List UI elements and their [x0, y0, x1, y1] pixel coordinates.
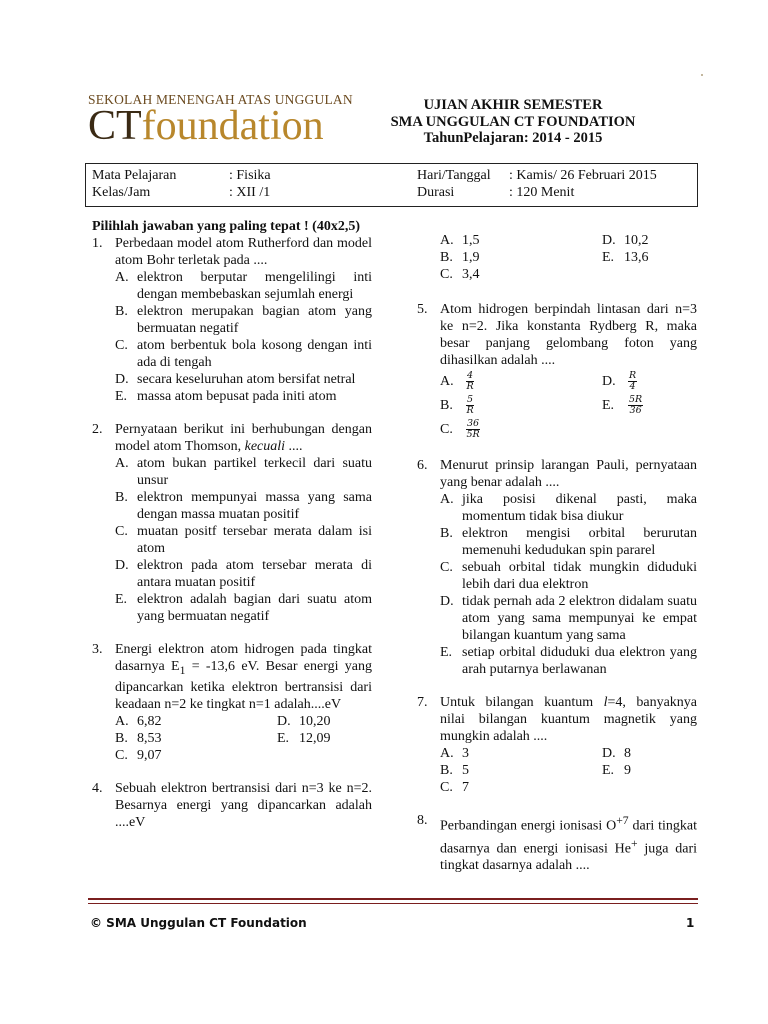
numerator: 5R — [629, 393, 643, 405]
option-text: elektron mengisi orbital berurutan memenuhi kedudukan spin pararel — [462, 526, 697, 558]
question-stem — [440, 694, 697, 745]
denominator: R — [466, 380, 474, 392]
option-b[interactable] — [115, 303, 372, 337]
option-text: 6,82 — [137, 713, 162, 729]
option-letter: C. — [440, 267, 453, 282]
option-letter: D. — [277, 713, 291, 729]
stem-text-end: juga dari tingkat dasarnya adalah .... — [440, 841, 697, 874]
option-b[interactable] — [440, 762, 602, 779]
option-letter: A. — [440, 373, 454, 389]
question-stem — [115, 641, 372, 713]
question-stem: Atom hidrogen berpindah lintasan dari n=3 ke n=2. Jika konstanta Rydberg R, maka besar panjang gelombang foton yang dihasilkan adalah .... — [440, 302, 697, 368]
question-stem — [115, 421, 372, 455]
stem-text-mid: dari tingkat dasarnya dan energi ionisasi He — [440, 818, 697, 857]
question-1 — [92, 235, 372, 405]
option-text: elektron adalah bagian dari suatu atom yang bermuatan negatif — [137, 592, 372, 624]
option-text: 10,20 — [299, 713, 331, 729]
title-line-2: SMA UNGGULAN CT FOUNDATION — [390, 113, 636, 130]
question-stem: Sebuah elektron bertransisi dari n=3 ke n=2. Besarnya energi yang dipancarkan adalah ....eV — [115, 780, 372, 830]
option-letter: C. — [440, 421, 453, 437]
option-letter: B. — [115, 730, 128, 746]
option-letter: E. — [115, 389, 128, 404]
option-text: 3,4 — [462, 267, 480, 282]
option-c[interactable] — [115, 337, 372, 371]
option-letter: E. — [602, 397, 615, 413]
option-d[interactable] — [602, 369, 697, 393]
class-label: Kelas/Jam — [92, 185, 151, 200]
stem-subscript: 1 — [179, 663, 186, 677]
exam-title — [380, 97, 646, 147]
option-a[interactable] — [440, 232, 602, 249]
fraction — [466, 419, 480, 440]
option-letter: B. — [440, 526, 453, 541]
option-letter: B. — [440, 763, 453, 778]
option-letter: E. — [115, 592, 128, 607]
question-stem — [440, 812, 697, 874]
option-b[interactable] — [440, 249, 602, 266]
option-letter: D. — [602, 746, 616, 761]
option-letter: D. — [440, 594, 454, 609]
question-3 — [92, 641, 372, 764]
stray-mark — [701, 74, 703, 76]
option-text: atom bukan partikel terkecil dari suatu unsur — [137, 456, 372, 488]
duration-label: Durasi — [417, 185, 455, 200]
option-a[interactable] — [440, 745, 602, 762]
option-c[interactable] — [440, 417, 602, 441]
stem-emphasis: kecuali — [244, 439, 286, 454]
subject-label: Mata Pelajaran — [92, 168, 177, 183]
option-c[interactable] — [440, 559, 697, 593]
option-a[interactable] — [440, 369, 602, 393]
stem-text: Untuk bilangan kuantum — [440, 695, 604, 710]
stem-superscript-2: + — [630, 836, 638, 850]
denominator: 36 — [629, 404, 642, 416]
option-c[interactable] — [440, 266, 602, 283]
question-4-options — [417, 232, 697, 283]
duration-value: : 120 Menit — [509, 185, 575, 200]
denominator: 5R — [466, 428, 480, 440]
option-text: tidak pernah ada 2 elektron didalam suatu atom yang sama mempunyai ke empat bilangan kuantum yang sama — [462, 594, 697, 643]
option-text: 8 — [624, 746, 631, 761]
option-text: sebuah orbital tidak mungkin diduduki lebih dari dua elektron — [462, 560, 697, 592]
option-d[interactable] — [440, 593, 697, 644]
option-e[interactable] — [277, 730, 372, 747]
option-letter: E. — [602, 250, 615, 265]
option-c[interactable] — [440, 779, 602, 796]
footer-rule-thin — [88, 903, 698, 904]
page-number: 1 — [686, 916, 695, 930]
footer-copyright: © SMA Unggulan CT Foundation — [90, 916, 307, 930]
option-letter: C. — [440, 780, 453, 795]
logo-wordmark — [88, 104, 328, 148]
instruction: Pilihlah jawaban yang paling tepat ! (40x2,5) — [92, 219, 360, 234]
question-8 — [417, 812, 697, 874]
option-grid — [440, 232, 697, 283]
option-a[interactable] — [440, 491, 697, 525]
option-d[interactable] — [115, 557, 372, 591]
option-letter: D. — [115, 372, 129, 387]
option-text: 3 — [462, 746, 469, 761]
numerator: 5 — [467, 393, 474, 405]
fraction — [628, 371, 637, 392]
school-logo — [88, 92, 353, 149]
option-text: 1,5 — [462, 233, 480, 248]
option-text: jika posisi dikenal pasti, maka momentum tidak bisa diukur — [462, 492, 697, 524]
subject-value: : Fisika — [229, 168, 271, 183]
question-2 — [92, 421, 372, 625]
fraction — [466, 395, 474, 416]
question-number: 3. — [92, 642, 103, 657]
stem-emphasis: l — [603, 695, 608, 710]
stem-text: Energi elektron atom hidrogen pada tingkat dasarnya E — [115, 642, 372, 674]
option-a[interactable] — [115, 713, 277, 730]
option-letter: A. — [440, 233, 454, 248]
question-number: 6. — [417, 458, 428, 473]
option-letter: C. — [115, 524, 128, 539]
option-text: 10,2 — [624, 233, 649, 248]
stem-text-end: =4, banyaknya nilai bilangan kuantum magnetik yang mungkin adalah .... — [440, 695, 698, 744]
numerator: R — [629, 369, 637, 381]
option-e[interactable] — [115, 591, 372, 625]
option-c[interactable] — [115, 747, 277, 764]
option-e[interactable] — [115, 388, 372, 405]
option-b[interactable] — [440, 393, 602, 417]
date-value: : Kamis/ 26 Februari 2015 — [509, 168, 657, 183]
option-letter: C. — [115, 338, 128, 353]
option-letter: A. — [115, 270, 129, 285]
option-text: elektron merupakan bagian atom yang bermuatan negatif — [137, 304, 372, 336]
option-letter: E. — [602, 763, 615, 778]
option-text: 8,53 — [137, 730, 162, 746]
option-text: 12,09 — [299, 730, 331, 746]
fraction — [466, 371, 474, 392]
date-label: Hari/Tanggal — [417, 168, 491, 183]
option-e[interactable] — [602, 762, 697, 779]
option-text: secara keseluruhan atom bersifat netral — [137, 372, 356, 387]
option-text: elektron pada atom tersebar merata di antara muatan positif — [137, 558, 372, 590]
question-stem: Menurut prinsip larangan Pauli, pernyataan yang benar adalah .... — [440, 458, 697, 490]
option-a[interactable] — [115, 455, 372, 489]
right-column — [417, 232, 697, 890]
numerator: 36 — [467, 417, 480, 429]
class-value: : XII /1 — [229, 185, 271, 200]
option-e[interactable] — [602, 393, 697, 417]
option-letter: B. — [440, 250, 453, 265]
option-d[interactable] — [115, 371, 372, 388]
option-letter: A. — [115, 713, 129, 729]
exam-info-box — [85, 163, 698, 207]
fraction — [628, 395, 643, 416]
question-number: 7. — [417, 695, 428, 710]
option-text: 7 — [462, 780, 469, 795]
option-letter: D. — [115, 558, 129, 573]
option-letter: A. — [440, 746, 454, 761]
option-letter: D. — [602, 373, 616, 389]
option-e[interactable] — [602, 249, 697, 266]
denominator: 4 — [629, 380, 636, 392]
question-number: 5. — [417, 302, 428, 317]
option-text: 5 — [462, 763, 469, 778]
option-letter: B. — [115, 490, 128, 505]
stem-text-end: .... — [285, 439, 303, 454]
option-letter: C. — [440, 560, 453, 575]
option-text: muatan positf tersebar merata dalam isi atom — [137, 524, 372, 556]
question-number: 4. — [92, 780, 103, 796]
question-5 — [417, 301, 697, 441]
title-line-1: UJIAN AKHIR SEMESTER — [423, 97, 603, 113]
option-grid — [440, 745, 697, 796]
stem-text: Pernyataan berikut ini berhubungan dengan model atom Thomson, — [115, 422, 372, 454]
option-text: atom berbentuk bola kosong dengan inti ada di tengah — [137, 338, 372, 370]
logo-foundation: foundation — [141, 103, 324, 149]
stem-text: Perbandingan energi ionisasi O — [440, 818, 617, 834]
option-letter: B. — [440, 397, 453, 413]
option-text: elektron mempunyai massa yang sama dengan massa muatan positif — [137, 490, 372, 522]
option-b[interactable] — [440, 525, 697, 559]
stem-superscript: +7 — [616, 814, 629, 827]
question-number: 2. — [92, 422, 103, 437]
question-4 — [92, 780, 372, 831]
question-number: 1. — [92, 236, 103, 251]
option-text: 9 — [624, 763, 631, 778]
title-line-3: TahunPelajaran: 2014 - 2015 — [423, 130, 603, 146]
option-grid — [440, 369, 697, 441]
option-text: elektron berputar mengelilingi inti dengan membebaskan sejumlah energi — [137, 270, 372, 302]
option-d[interactable] — [602, 232, 697, 249]
option-letter: E. — [440, 645, 453, 660]
option-text: setiap orbital diduduki dua elektron yang arah putarnya berlawanan — [462, 645, 697, 677]
option-letter: D. — [602, 233, 616, 248]
option-d[interactable] — [277, 713, 372, 730]
option-text: 1,9 — [462, 250, 480, 265]
option-text: massa atom bepusat pada initi atom — [137, 389, 337, 404]
option-text: 9,07 — [137, 747, 162, 763]
left-column — [92, 218, 372, 847]
option-a[interactable] — [115, 269, 372, 303]
option-e[interactable] — [440, 644, 697, 678]
logo-ct: CT — [88, 103, 142, 149]
denominator: R — [466, 404, 474, 416]
option-b[interactable] — [115, 489, 372, 523]
question-6 — [417, 457, 697, 678]
stem-text-end: = -13,6 eV. Besar energi yang dipancarkan ketika elektron bertransisi dari keadaan n=2 ke tingkat n=1 adalah....eV — [115, 659, 372, 712]
option-letter: C. — [115, 747, 128, 763]
logo-subtitle: SEKOLAH MENENGAH ATAS UNGGULAN — [88, 92, 353, 107]
option-letter: A. — [115, 456, 129, 471]
option-d[interactable] — [602, 745, 697, 762]
option-grid — [115, 713, 372, 764]
option-c[interactable] — [115, 523, 372, 557]
question-7 — [417, 694, 697, 796]
option-text: 13,6 — [624, 250, 649, 265]
question-stem: Perbedaan model atom Rutherford dan model atom Bohr terletak pada .... — [115, 236, 372, 268]
footer-rule — [88, 898, 698, 900]
option-letter: A. — [440, 492, 454, 507]
option-letter: E. — [277, 730, 290, 746]
option-b[interactable] — [115, 730, 277, 747]
numerator: 4 — [467, 369, 474, 381]
option-letter: B. — [115, 304, 128, 319]
question-number: 8. — [417, 813, 428, 828]
